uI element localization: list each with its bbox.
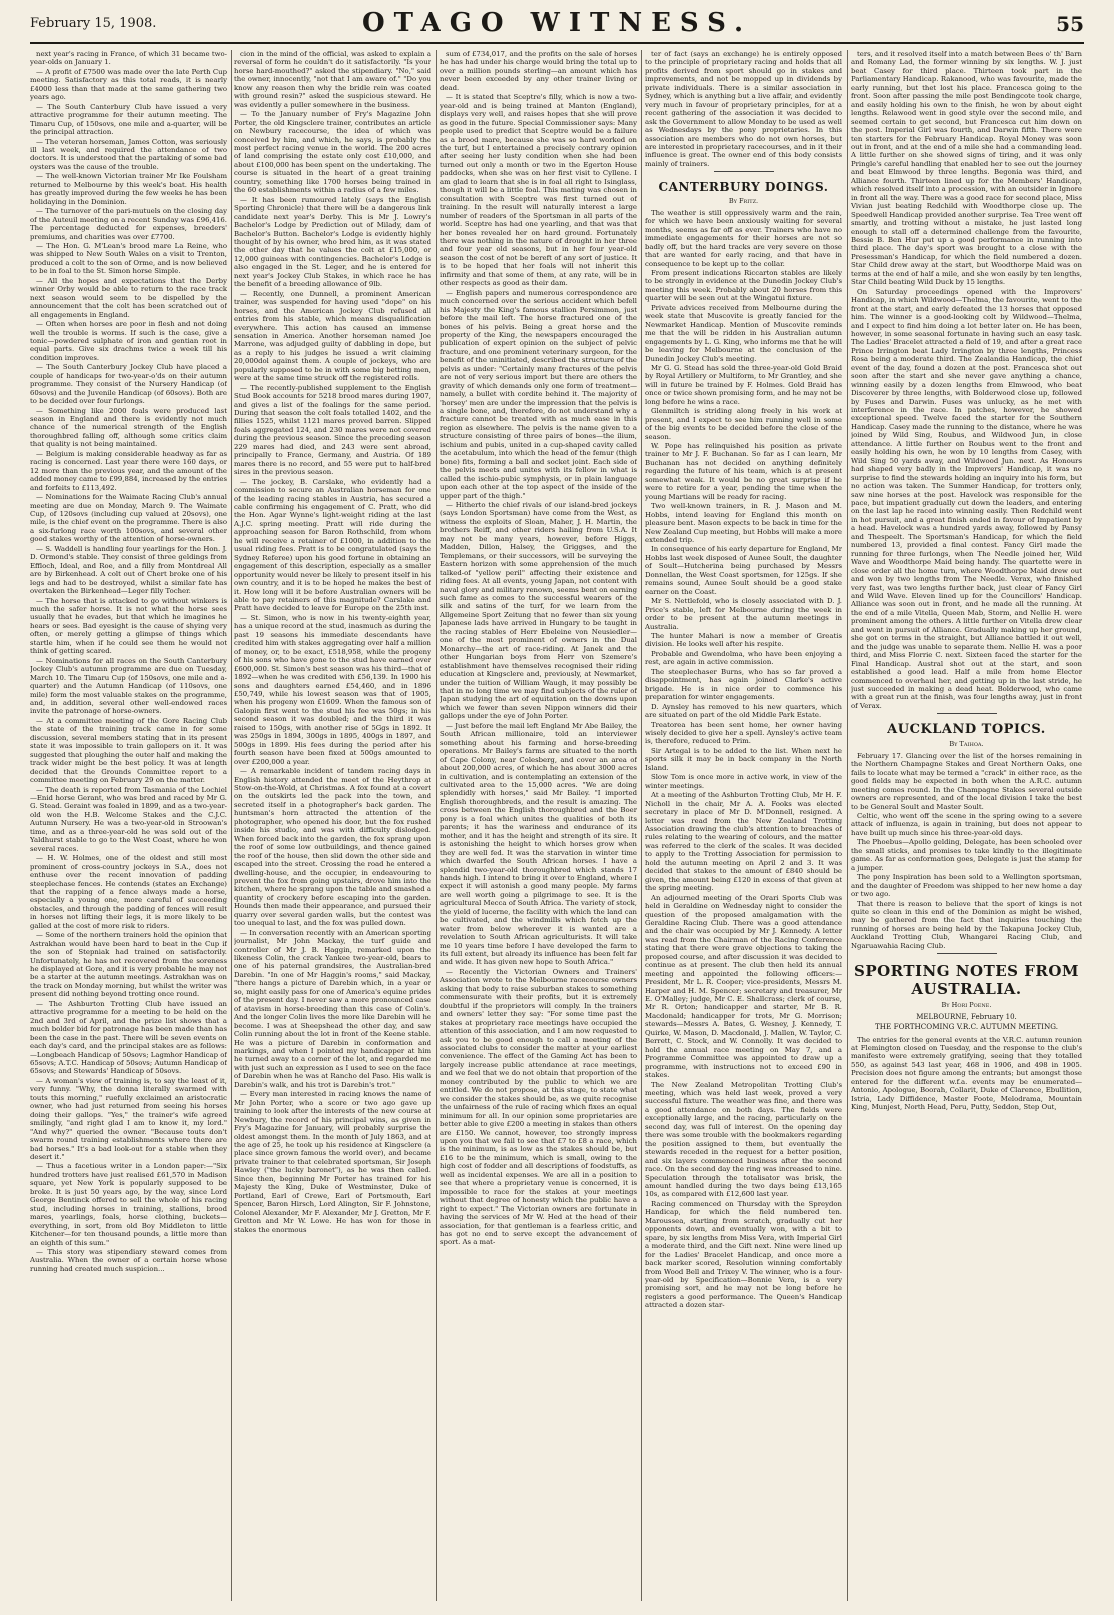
dateline-melbourne: MELBOURNE, February 10.: [916, 1012, 1017, 1021]
column-1: [30, 50, 227, 1601]
article-paragraph: — The recently-published supplement to the English Stud Book accounts for 5218 brood mares during 1907, and gives a list of the foalings for the same period. During that season the colt foals totalled 1402, and the fillies 1525, whilst 1121 mares proved barren. Slipped foals aggregated 124, and 230 mares were not covered during the previous season. Since the preceding season 229 mares had died, and 243 were sent abroad, principally to France, Germany, and Austria. Of 189 mares there is no record, and 55 were put to half-bred sires in the previous season.: [234, 383, 431, 477]
column-divider: [641, 50, 642, 1601]
article-paragraph: February 17. Glancing over the list of the horses remaining in the Northern Champagne Stakes and Great Northern Oaks, one fails to locate what may be termed a "crack" in either race, as the good fields may be expected in both when the A.R.C. autumn meeting comes round. In the Champagne Stakes several outside owners are represented, and of the local division I take the best to be General Soult and Master Soult.: [851, 751, 1082, 811]
article-paragraph: D. Aynsley has removed to his new quarters, which are situated on part of the old Middle Park Estate.: [645, 702, 842, 720]
article-paragraph: ter of fact (says an exchange) he is entirely opposed to the principle of proprietary racing and holds that all profits derived from sport should go in stakes and improvements, and not be mopped up in dividends by private individuals. There is a similar association in Sydney, which is anything but a live affair, and evidently very much in favour of proprietary principles, for at a recent gathering of the association it was decided to ask the Government to allow Monday to be used as well as Wednesdays by the pony proprietaries. In this association are members who do not own horses, but are interested in proprietary racecourses, and in it their influence is great. The owner end of this body consists mainly of trainers.: [645, 50, 842, 168]
article-paragraph: — Nominations for all races on the South Canterbury Jockey Club's autumn programme are due on Tuesday, March 10. The Timaru Cup (of 150sovs, one mile and a-quarter) and the Autumn Handicap (of 110sovs, one mile) form the most valuable stakes on the programme, and, in addition, several other well-endowed races invite the patronage of horse-owners.: [30, 656, 227, 716]
column-4-top-paragraphs: [645, 50, 842, 168]
article-paragraph: Treatorea has been sent home, her owner having wisely decided to give her a spell. Aynsley's active team is, therefore, reduced to Prim.: [645, 720, 842, 746]
article-paragraph: The weather is still oppressively warm and the rain, for which we have been anxiously waiting for several months, seems as far off as ever. Trainers who have no immediate engagements for their horses are not so badly off, but the hard tracks are very severe on those that are wanted for early racing, and that have in consequence to be kept up to the collar.: [645, 208, 842, 268]
article-paragraph: — Some of the northern trainers hold the opinion that Astrakhan would have been hard to beat in the Cup if the son of Stepniak had trained on satisfactorily. Unfortunately, he has not recovered from the soreness he displayed at Gore, and it is very probable he may not be a starter at the autumn meetings. Astrakhan was on the track on Monday morning, but whilst the writer was present did nothing beyond trotting once round.: [30, 931, 227, 999]
article-paragraph: — The horse that is attacked to go without winkers is much the safer horse. It is not what the horse sees usually that he evades, but that which he imagines he hears or sees. Bad eyesight is the cause of shying very often, or merely getting a glimpse of things which startle him, when if he could see them he would not think of getting scared.: [30, 596, 227, 656]
article-paragraph: From present indications Riccarton stables are likely to be strongly in evidence at the Dunedin Jockey Club's meeting this week. Probably about 20 horses from this quarter will be seen out at the Wingatui fixture.: [645, 268, 842, 303]
article-paragraph: sum of £734,017, and the profits on the sale of horses he has had under his charge would bring the total up to over a million pounds sterling—an amount which has never been exceeded by any other trainer living or dead.: [440, 50, 637, 92]
subhead-vrc-autumn-meeting: THE FORTHCOMING V.R.C. AUTUMN MEETING.: [874, 1022, 1059, 1032]
article-paragraph: — In conversation recently with an American sporting journalist, Mr John Mackay, the turf guide and controller of Mr J. B. Haggin, remarked upon the likeness Colin, the crack Yankee two-year-old, bears to one of his paternal grandsires, the Australian-bred Darebin. "In one of Mr Haggin's rooms," said Mackay, "there hangs a picture of Darebin which, in a year or so, might easily pass for one of America's equine prides of the present day. I never saw a more pronounced case of atavism in horse-breeding than this case of Colin's. And the longer Colin lives the more like Darebin will he become. I was at Sheepshead the other day, and saw Colin running about the lot in front of the Keene stable. He was a picture of Darebin in conformation and markings, and when I pointed my handicapper at him he turned away to a corner of the lot, and regarded me with just such an expression as I used to see on the face of Darebin when he was at Rancho del Paso. His walk is Darebin's walk, and his trot is Darebin's trot.": [234, 928, 431, 1089]
article-paragraph: Sir Artegal is to be added to the list. When next he sports silk it may be in back company in the North Island.: [645, 746, 842, 772]
section-rule: [937, 713, 997, 714]
column-3: [440, 50, 637, 1601]
column-5-top-paragraphs: [851, 50, 1082, 710]
column-2: [234, 50, 431, 1601]
newspaper-title: OTAGO WITNESS.: [361, 8, 753, 38]
article-paragraph: — The South Canterbury Jockey Club have placed a couple of handicaps for two-year-o'ds on their autumn programme. They consist of the Nursery Handicap (of 60sovs) and the Juvenile Handicap (of 60sovs). Both are to be decided over four furlongs.: [30, 363, 227, 406]
article-paragraph: In consequence of his early departure for England, Mr Hobbs last week disposed of Aunee Soult, the daughter of Soult—Hutcherina being purchased by Messrs Donnellan, the West Coast sportsmen, for 125gs. If she remains sound, Aunee Soult should be a good stake earner on the Coast.: [645, 545, 842, 596]
article-paragraph: — The South Canterbury Club have issued a very attractive programme for their autumn meeting. The Timaru Cup, of 150sovs, one mile and a-quarter, will be the principal attraction.: [30, 102, 227, 137]
article-paragraph: Racing commenced on Thursday with the Spreydon Handicap, for which the field numbered ten. Maroussea, starting from scratch, gradually cut her opponents down, and eventually won, with a bit to spare, by six lengths from Miss Vera, with Imperial Girl a moderate third, and the Gift next. Nine were lined up for the Ladies' Bracelet Handicap, and once more a back marker scored, Resolution winning comfortably from Wood Bell and Trixey V. The winner, who is a four-year-old by Specification—Bonnie Vera, is a very promising sort, and he may not be long before he registers a good performance. The Queen's Handicap attracted a dozen star-: [645, 1199, 842, 1310]
article-paragraph: — This story was stipendiary steward comes from Australia. When the owner of a certain horse whose running had created much suspicion...: [30, 1247, 227, 1273]
article-paragraph: — The well-known Victorian trainer Mr Ike Foulsham returned to Melbourne by this week's boat. His health has greatly improved during the few weeks he has been holidaying in the Dominion.: [30, 172, 227, 206]
article-paragraph: — The turnover of the pari-mutuels on the closing day of the Auteuil meeting on a recent Sunday was £96,416. The percentage deducted for expenses, breeders' premiums, and charities was over £7700.: [30, 207, 227, 241]
column-divider: [231, 50, 232, 1601]
article-paragraph: — Nominations for the Waimate Racing Club's annual meeting are due on Monday, March 9. The Waimate Cup, of 120sovs (including cup valued at 20sovs), one mile, is the chief event on the programme. There is also a six-furlong race worth 100sovs, and several other good stakes worthy of the attention of horse-owners.: [30, 493, 227, 544]
article-paragraph: — Recently the Victorian Owners and Trainers' Association wrote to the Melbourne racecourse owners asking that body to raise suburban stakes to something commensurate with their profits, but it is extremely doubtful if the proprietors will comply. In the trainers and owners' letter they say: "For some time past the stakes at proprietary race meetings have occupied the attention of this association, and I am now requested to ask you to be good enough to call a meeting of the associated clubs to consider the matter at your earliest convenience. The effect of the Gaming Act has been to largely increase public attendance at race meetings, and we feel that we do not obtain that proportion of the money contributed by the public to which we are entitled. We do not propose, at this stage, to state what we consider the stakes should be, as we quite recognise the unfairness of the rule of racing which fixes an equal minimum for all. In our opinion some proprietaries are better able to give £200 a meeting in stakes than others are £150. We cannot, however, too strongly impress upon you that we fail to see that £7 to £8 a race, which is the minimum, is as low as the stakes should be, but £16 to be the minimum, which is small, owing to the high cost of fodder and all descriptions of foodstuffs, as well as incidental expenses. We are all in a position to see that where a proprietary venue is concerned, it is impossible to race for the stakes at your meetings without that degree of honesty which the public have a right to expect." The Victorian owners are fortunate in having the services of Mr W. Hed at the head of their association, for that gentleman is a fearless critic, and has got no end to serve except the advancement of sport. As a mat-: [440, 967, 637, 1247]
masthead-rule: [30, 42, 1084, 44]
article-paragraph: The entries for the general events at the V.R.C. autumn reunion at Flemington closed on Tuesday, and the response to the club's manifesto were extremely gratifying, seeing that they totalled 550, as against 543 last year, 468 in 1906, and 498 in 1905. Precision does not figure among the entrants; but amongst those entered for the different w.f.a. events may be enumerated—Antonio, Apologue, Boorah, Collarit, Duke of Clarence, Ebullition, Istria, Lady Diffidence, Master Foote, Melodrama, Mountain King, Munjest, North Head, Peru, Putty, Seddon, Step Out,: [851, 1035, 1082, 1112]
article-paragraph: — H. W. Holmes, one of the oldest and still most prominent of cross-country jockeys in S.A., does not enthuse over the recent innovation of padding steeplechase fences. He contends (states an Exchange) that the rapping of a fence always made a horse, especially a young one, more careful of succeeding obstacles, and through the padding of fences will result in horses not lifting their legs, it is more likely to be galled at the cost of more risk to riders.: [30, 854, 227, 930]
article-paragraph: — Often when horses are poor in flesh and not doing well the trouble is worms. If such is the case, give a tonic—powdered sulphate of iron and gentian root in equal parts. Give six drachms twice a week till his condition improves.: [30, 320, 227, 362]
section-rule: [937, 953, 997, 954]
article-paragraph: The steeplechaser Burns, who has so far proved a disappointment, has again joined Clarke's active brigade. He is in nice order to commence his preparation for winter engagements.: [645, 667, 842, 702]
section-title-canterbury-doings: CANTERBURY DOINGS.: [658, 180, 829, 195]
column-1-paragraphs: [30, 50, 227, 1273]
column-3-paragraphs: [440, 50, 637, 1247]
article-paragraph: Mr S. Nettlefold, who is closely associated with D. J. Price's stable, left for Melbourne during the week in order to be present at the autumn meetings in Australia.: [645, 597, 842, 631]
article-paragraph: The Phoebus—Apollo gelding, Delegate, has been schooled over the small sticks, and promises to take kindly to the illegitimate game. As far as conformation goes, Delegate is just the stamp for a jumper.: [851, 838, 1082, 872]
article-paragraph: — The death is reported from Tasmania of the Lochiel—Enid horse Gerant, who was bred and raced by Mr G. G. Stead. Geraint was foaled in 1899, and as a two-year-old won the H.B. Welcome Stakes and the C.J.C. Autumn Nursery. He was a two-year-old in Stroowan's time, and as a three-year-old he was sold out of the Yaldhurst stable to go to the West Coast, where he won several races.: [30, 785, 227, 853]
article-paragraph: — The jockey, B. Carslake, who evidently had a commission to secure an Australian horseman for one of the leading racing stables in Austria, has secured a cable confirming his engagement of C. Pratt, who did the Hon. Agar Wynne's light-weight riding at the last A.J.C. spring meeting. Pratt will ride during the approaching season for Baron Rothschild, from whom he will receive a retainer of £1000, in addition to the usual riding fees. Pratt is to be congratulated (says the Sydney Referee) upon his good fortune in obtaining an engagement of this description, especially as a smaller opportunity would never be likely to present itself in his own country, and it is to be hoped he makes the best of it. How long will it be before Australian owners will be able to pay retainers of this magnitude? Carslake and Pratt have decided to leave for Europe on the 25th inst.: [234, 477, 431, 613]
article-paragraph: — It is stated that Sceptre's filly, which is now a two-year-old and is being trained at Manton (England), displays very well, and raises hopes that she will prove as good in the future. Special Commissioner says: Many people used to predict that Sceptre would be a failure as a brood mare, because she was so hard worked on the turf, but I entertained a precisely contrary opinion after seeing her lusty condition when she had been turned out only a month or two in the Egerton House paddocks, when she was on her first visit to Cyllene. I am glad to learn that she is in foal all right to Isinglass, though it will be a little foal. This mating was chosen in consultation with Sceptre was first turned out of training. In the result will naturally interest a large number of readers of the Sportsman in all parts of the world. Sceptre has had one yearling, and that was that her bones revealed her on hard ground. Fortunately there was nothing in the nature of drought in her three and four year old seasons, but in her four year-old season the cost of not be bereft of any sort of justice. It is to be hoped that her foals will not inherit this infirmity and that some of them, at any rate, will be in other respects as good as their dam.: [440, 93, 637, 288]
article-paragraph: — It has been rumoured lately (says the English Sporting Chronicle) that there will be a dangerous link candidate next year's Derby. This is Mr J. Lowry's Bachelor's Lodge by Prediction out of Milady, dam of Bachelor's Button. Bachelor's Lodge is evidently highly thought of by his owner, who bred him, as it was stated the other day that he values the colt at £15,000, or 12,000 guineas with contingencies. Bachelor's Lodge is also engaged in the St. Leger, and he is entered for next year's Jockey Club Stakes, in which race he has the benefit of a breeding allowance of 9lb.: [234, 195, 431, 289]
column-5: [851, 50, 1082, 1601]
article-paragraph: — A remarkable incident of tandem racing days in English history attended the meet of the Heythrop at Stow-on-the-Wold, at Christmas. A fox found at a covert on the outskirts led the pack into the town, and secreted itself in a photographer's back garden. The huntsman's horn attracted the attention of the photographer, who opened his door, but the fox rushed inside his studio, and was with difficulty dislodged. When forced back into the garden, the fox sprang upon the roof of some low outbuildings, and thence gained the roof of the house, then slid down the other side and escaped into the street. Crossing the road he entered a dwelling-house, and the occupier, in endeavouring to prevent the fox from going upstairs, drove him into the kitchen, where he sprang upon the table and smashed a quantity of crockery before escaping into the garden. Hounds then made their appearance, and pursued their quarry over several garden walls, but the contest was too unequal to last, and the fox was pulled down.: [234, 767, 431, 928]
article-paragraph: cion in the mind of the official, was asked to explain a reversal of form he couldn't do it satisfactorily. "Is your horse hard-mouthed?" asked the stipendiary. "No," said the owner, innocently, "not that I am aware of." "Do you know any reason then why the bridle rein was coated with ground resin?" asked the suspicious steward. He was evidently a puller somewhere in the business.: [234, 50, 431, 109]
sporting-notes-paragraphs: [851, 1036, 1082, 1112]
article-paragraph: — All the hopes and expectations that the Derby winner Orby would be able to return to the race track next season would seem to be dispelled by the announcement that the colt has been scratched out of all engagements in England.: [30, 276, 227, 319]
article-paragraph: The pony Inspiration has been sold to a Wellington sportsman, and the daughter of Freedom was shipped to her new home a day or two ago.: [851, 873, 1082, 899]
article-paragraph: An adjourned meeting of the Orari Sports Club was held in Geraldine on Wednesday night to consider the question of the proposed amalgamation with the Geraldine Racing Club. There was a good attendance and the chair was occupied by Mr J. Kennedy. A letter was read from the Chairman of the Racing Conference stating that there were grave objections to taking the proposed course, and after discussion it was decided to continue as at present. The club then held its annual meeting and appointed the following officers:—President, Mr L. R. Cooper; vice-presidents, Messrs M. Harper and H. M. Spencer; secretary and treasurer, Mr E. O'Malley; judge, Mr C. E. Shallcrass; clerk of course, Mr R. Orton; handicapper and starter, Mr B. R. Macdonald; handicapper for trots, Mr G. Morrison; stewards—Messrs A. Bates, G. Wesney, J. Kennedy, T. Quirke, W. Mason, D. Macdonald, J. Mallen, W. Taylor, C. Berrett, C. Stock, and W. Connolly. It was decided to hold the annual race meeting on May 7, and a Programme Committee was appointed to draw up a programme, with instructions not to exceed £90 in stakes.: [645, 893, 842, 1080]
article-paragraph: — The Ashburton Trotting Club have issued an attractive programme for a meeting to be held on the 2nd and 3rd of April, and the prize list shows that a much bolder bid for patronage has been made than has been the case in the past. There will be seven events on each day's card, and the principal stakes are as follows:—Longbeach Handicap of 50sovs; Lagmhor Handicap of 65sovs; A.T.C. Handicap of 50sovs; Autumn Handicap of 65sovs; and Stewards' Handicap of 50sovs.: [30, 999, 227, 1076]
article-paragraph: W. Pope has relinquished his position as private trainer to Mr J. F. Buchanan. So far as I can learn, Mr Buchanan has not decided on anything definitely regarding the future of his team, which is at present somewhat weak. It would be no great surprise if he were to retire for a year, pending the time when the young Martians will be ready for racing.: [645, 442, 842, 501]
article-paragraph: — A woman's view of training is, to say the least of it, very funny. "Why, the donna literally swarmed with touts this morning," ruefully exclaimed an aristocratic owner, who had just returned from seeing his horses doing their gallops. "Yes," the trainer's wife agreed smilingly, "and right glad I am to know it, my lord." "And why?" queried the owner. "Because touts don't swarm round training establishments where there are bad horses." It's a bad look-out for a stable when they desert it.": [30, 1076, 227, 1161]
section-rule: [714, 171, 774, 172]
article-paragraph: — The veteran horseman, James Cotton, was seriously ill last week, and required the attendance of two doctors. It is understood that the partaking of some bad oysters was the cause of the trouble.: [30, 137, 227, 171]
article-paragraph: — Something like 2000 foals were produced last season in England and there is evidently not much chance of the numerical strength of the English thoroughbred falling off, although some critics claim that quality is not being maintained.: [30, 406, 227, 449]
byline-sporting-notes: By Hori Poene.: [941, 1001, 992, 1010]
page-number: 55: [1056, 12, 1084, 36]
article-paragraph: — Just before the mail left England Mr Abe Bailey, the South African millionaire, told an interviewer something about his farming and horse-breeding operations. Mr Bailey's farms are situated to the north of Cape Colony, near Colesberg, and cover an area of about 200,000 acres, of which he has about 3000 acres in cultivation, and is contemplating an extension of the cultivated area to the 15,000 acres. "We are doing splendidly with horses," said Mr Bailey. "I imported English thoroughbreds, and the result is amazing. The cross between the English thoroughbred and the Boer pony is a foal which unites the qualities of both its parents; it has the wariness and endurance of its mother, and it has the height and strength of its sire. It is astonishing the height to which horses grow when they are well fed. It was the starvation in winter time which dwarfed the South African horses. I have a splendid two-year-old thoroughbred which stands 17 hands high. I intend to bring it over to England, where I expect it will astonish a good many people. My farms are well worth going a pilgrimage to see. It is the agricultural Mecca of South Africa. The variety of stock, the yield of lucerne, the facility with which the land can be cultivated, and the windmills which fetch up the water from below wherever it is wanted are a revelation to South African agriculturists. It will take me 10 years time before I have developed the farm to its full extent, but already its influence has been felt far and wide. It has given new hope to South Africa.": [440, 721, 637, 967]
column-divider: [436, 50, 437, 1601]
auckland-topics-paragraphs: [851, 752, 1082, 950]
byline-canterbury: By Fritz.: [728, 197, 759, 206]
article-paragraph: Glenmiltch is striding along freely in his work at present, and I expect to see him running well in some of the big events to be decided before the close of the season.: [645, 407, 842, 441]
article-paragraph: — The Hon. G. M'Lean's brood mare La Reine, who was shipped to New South Wales on a visit to Trenton, produced a colt to the son of Orme, and is now believed to be in foal to the St. Simon horse Simple.: [30, 241, 227, 276]
article-paragraph: On Saturday proceedings opened with the Improvers' Handicap, in which Wildwood—Thelma, the favourite, went to the front at the start, and early defeated the 13 horses that opposed him. The winner is a good-looking colt by Wildwood—Thelma, and I expect to find him doing a lot better later on. He has been, however, in some seasonal fortunate in having such an easy task. The Ladies' Bracelet attracted a field of 19, and after a great race Prince Irrington beat Lady Irrington by three lengths, Princess Rosa being a moderate third. The Zealandia Handicap, the chief event of the day, found a dozen at the post. Francesca shot out soon after the start and she never gave anything a chance, winning easily by a dozen lengths from Elmwood, who beat Discoverer by three lengths, with Bolderwood close up, followed by Fuses and Darwin. Fuses was unlucky, as he met with interference in the race. In patches, however, he showed exceptional speed. Twelve faced the starter for the Southern Handicap. Casey made the running to the distance, where he was joined by Wild Sing, Roubus, and Wildwood Jun, in close attendance. A little further on Roubus went to the front and easily holding his own, he won by 10 lengths from Casey, with Wild Sing 50 yards away, and Wildwood Jun. next. As Honours had shaped very badly in the Improvers' Handicap, it was no surprise to find the stewards holding an inquiry into his form, but no action was taken. The Summer Handicap, for trotters only, saw nine horses at the post. Havelock was responsible for the pace, but impatient gradually cut down the leaders, and entering on the last lap he raced into winning easily. Then Redchild went in hot pursuit, and a great finish ended in favour of Impatient by a head. Havelock was a hundred yards away, followed by Pansy and Thespeelt. The Sportsman's Handicap, for which the field numbered 13, provided a final contest. Fancy Girl made the running for three furlongs, when The Needle joined her, Wild Wave and Woodthorpe Maid being handy. The quartette were in close order all the home turn, where Woodthorpe Maid drew out and won by two lengths from The Needle. Verax, who finished very fast, was two lengths further back, just clear of Fancy Girl and Wild Wave. Eleven lined up for the Councillors' Handicap. Alliance was soon out in front, and he made all the running. At the end of a mile Vitella, Queen Mab, Storm, and Nellie H. were prominent among the others. A little further on Vitella drew clear and went in pursuit of Alliance. Gradually making up her ground, she got on terms in the straight, but Alliance battled it out well, and the judge was unable to separate them. Nellie H. was a poor third, and Miss Florrie C. next. Sixteen faced the starter for the Final Handicap. Austral shot out at the start, and soon established a good lead. Half a mile from home Elector commenced to overhaul her, and getting up in the last stride, he just succeeded in making a dead heat. Bolderwood, who came with a great run at the finish, was four lengths away, just in front of Verax.: [851, 287, 1082, 710]
article-paragraph: At a meeting of the Ashburton Trotting Club, Mr H. F. Nicholl in the chair, Mr A. A. Fooks was elected secretary in place of Mr D. M'Donnell, resigned. A letter was read from the New Zealand Trotting Association drawing the club's attention to breaches of rules relating to the wearing of colours, and the matter was referred to the clerk of the scales. It was decided to apply to the Trotting Association for permission to hold the autumn meeting on April 2 and 3. It was decided that stakes to the amount of £840 should be given, the amount being £120 in excess of that given at the spring meeting.: [645, 791, 842, 893]
masthead: [30, 8, 1084, 38]
article-paragraph: Probable and Gwendolma, who have been enjoying a rest, are again in active commission.: [645, 649, 842, 667]
article-paragraph: next year's racing in France, of which 31 became two-year-olds on January 1.: [30, 50, 227, 67]
article-paragraph: Private advices received from Melbourne during the week state that Muscovite is greatly fancied for the Newmarket Handicap. Mention of Muscovite reminds me that the will be ridden in his Australian autumn engagements by L. G. King, who informs me that he will be leaving for Melbourne at the conclusion of the Dunedin Jockey Club's meeting.: [645, 303, 842, 363]
canterbury-doings-paragraphs: [645, 209, 842, 1310]
column-4: [645, 50, 842, 1601]
article-paragraph: Slow Tom is once more in active work, in view of the winter meetings.: [645, 773, 842, 790]
article-paragraph: — Thus a facetious writer in a London paper:—"Six hundred trotters have just realised £61,570 in Madison square, yet New York is popularly supposed to be broke. It is just 50 years ago, by the way, since Lord George Bentinck offered to sell the whole of his racing stud, including horses in training, stallions, brood mares, yearlings, foals, horse clothing, buckets—everything, in sort, from old Boy Middleton to little Kitchener—for ten thousand pounds, a little more than an eighth of this sum.": [30, 1162, 227, 1247]
article-paragraph: — Every man interested in racing knows the name of Mr John Porter, who a score or two ago gave up training to look after the interests of the new course at Newbury, the record of his principal wins, as given in Fry's Magazine for January, will probably surprise the oldest amongst them. In the month of July 1863, and at the age of 25, he took up his residence at Kingsclere (a place since grown famous the world over), and became private trainer to that celebrated sportsman, Sir Joseph Hawley ("the lucky baronet"), as he was then called. Since then, beginning Mr Porter has trained for his Majesty the King, Duke of Westminster, Duke of Portland, Earl of Crewe, Earl of Portsmouth, Earl Spencer, Baron Hirsch, Lord Alington, Sir F. Johnstone, Colonel Alexander, Mr F. Alexander, Mr J. Gretton, Mr F. Gretton and Mr W. Lowe. He has won for those in stakes the enormous: [234, 1090, 431, 1234]
article-paragraph: Mr G. G. Stead has sold the three-year-old Gold Braid by Royal Artillery or Multiform, to Mr Grantley, and she will in future be trained by F. Holmes. Gold Braid has once or twice shown promising form, and he may not be long before he wins a race.: [645, 363, 842, 406]
section-title-auckland-topics: AUCKLAND TOPICS.: [887, 722, 1046, 738]
article-paragraph: The New Zealand Metropolitan Trotting Club's meeting, which was held last week, proved a very successful fixture. The weather was fine, and there was a good attendance on both days. The fields were exceptionally large, and the racing, particularly on the second day, was full of interest. On the opening day there was some trouble with the bookmakers regarding the position assigned to them, but eventually the stewards receded in the request for a better position, and six layers commenced business after the second race. On the second day the ring was increased to nine. Speculation through the totalisator was brisk, the amount handled during the two days being £13,165 10s, as compared with £12,600 last year.: [645, 1080, 842, 1199]
article-paragraph: — St. Simon, who is now in his twenty-eighth year, has a unique record at the stud, inasmuch as during the past 19 seasons his immediate descendants have credited him with stakes aggregating over half a million of money, or, to be exact, £518,958, while the progeny of his sons who have gone to the stud have earned over £600,000. St. Simon's best season was his third—that of 1892—when he was credited with £56,139. In 1900 his sons and daughters earned £54,460, and in 1896 £50,749, while his lowest season was that of 1905, when his progeny won £1609. When the famous son of Galopin first went to the stud his fee was 50gs; in his second season it was doubled; and the third it was raised to 150gs, with another rise of 5Ggs in 1892. It was 250gs in 1894, 300gs in 1895, 400gs in 1897, and 500gs in 1899. His fees during the period after his fourth season have been fixed at 500gs amounted to over £200,000 a year.: [234, 613, 431, 766]
article-paragraph: Celtic, who went off the scene in the spring owing to a severe attack of influenza, is again in training, but does not appear to have built up much since his three-year-old days.: [851, 811, 1082, 837]
article-paragraph: That there is reason to believe that the sport of kings is not quite so clean in this end of the Dominion as might be wished, may be gathered from the fact that inquiries touching the running of horses are being held by the Takapuna Jockey Club, Auckland Trotting Club, Whangarei Racing Club, and Ngaruawahia Racing Club.: [851, 899, 1082, 950]
article-paragraph: — Recently, one Dunnell, a prominent American trainer, was suspended for having used "dope" on his horses, and the American Jockey Club refused all entries from his stable, which means disqualification everywhere. This action has caused an immense sensation in America. Another horseman named Joe Marrone, was adjudged guilty of dabbling in dope, but as a reply to his judges he issued a writ claiming 20,000dol against them. A couple of jockeys, who are popularly supposed to be in with some big betting men, were at the same time struck off the registered rolls.: [234, 289, 431, 383]
article-paragraph: — S. Waddell is handling four yearlings for the Hon. J. D. Ormond's stable. They consist of three geldings from Effloch, Ideal, and Roe, and a filly from Montdreal All are by Birkenhead. A colt out of Chert broke one of his legs and had to be destroyed, whilst a similar fate has overtaken the Birkenhead—Leger filly Tocher.: [30, 544, 227, 596]
column-2-paragraphs: [234, 50, 431, 1234]
byline-auckland: By Taihoa.: [949, 740, 984, 749]
section-title-sporting-notes: SPORTING NOTES FROM AUSTRALIA.: [853, 962, 1079, 999]
article-paragraph: Two well-known trainers, in R. J. Mason and M. Hobbs, intend leaving for England this month on pleasure bent. Mason expects to be back in time for the New Zealand Cup meeting, but Hobbs will make a more extended trip.: [645, 502, 842, 545]
article-paragraph: ters, and it resolved itself into a match between Bees o' th' Barn and Romany Lad, the former winning by six lengths. W. J. just beat Casey for third place. Thirteen took part in the Parliamentary Handicap. Rakanood, who was favourite, made the early running, but thet lost his place. Francesca going to the front. Soon after passing the mile post Bendingcote took charge, and easily holding his own to the finish, he won by about eight lengths. Relawood went in good style over the second mile, and seemed certain to get second, but Francesca cut him down on the post. Imperial Girl was fourth, and Darwin fifth. There were ten starters for the February Handicap. Royal Money was soon out in front, and at the end of a mile she had a commanding lead. A little further on she showed signs of tiring, and it was only Pringle's careful handling that enabled her to see out the journey and beat Elmwood by three lengths. Begonia was third, and Alliance fourth. Thirteen lined up for the Members' Handicap, which resolved itself into a procession, with an outsider in Ignore in front all the way. There was a good race for second place, Miss Vivian just beating Redchild with Woodthorpe close up. The Speedwell Handicap provided another surprise. Tea Tree went off smartly, and trotting without a mistake, he just lasted long enough to stall off a determined challenge from the favourite, Bessie B. Ben Hur put up a good performance in running into third place. The day's sport was brought to a close with the Presessman's Handicap, for which the field numbered a dozen. Star Child drew away at the start, but Woodthorpe Maid was on terms at the end of half a mile, and she won easily by ten lengths, Star Child beating Wild Duck by 15 lengths.: [851, 50, 1082, 287]
article-paragraph: — Hitherto the chief rivals of our island-bred jockeys (says London Sportsman) have come from the West, as witness the exploits of Sloan, Maher, J. H. Martin, the brothers Reiff, and other riders hailing from U.S.A. It may not be many years, however, before Higgs, Madden, Dillon, Halsey, the Griggses, and the Templemans, or their successors, will be surveying the Eastern horizon with some apprehension of the much talked-of "yellow peril" affecting their existence and riding fees. At all events, young Japan, not content with naval glory and military renown, seems bent on earning such fame as comes to the successful wearers of the silk and satins of the turf, for we learn from the Allgemeine Sport Zeitung that no fewer than six young Japanese lads have arrived in Hungary to be taught in the racing stables of Herr Ebeleine von Neusiedler—one of the most prominent of owners in the Dual Monarchy—the art of race-riding. At Janek and the other Hungarian boys from Herr von Szemere's establishment have themselves recognised their riding education at Kingsclere and, previously, at Newmarket, under the tuition of William Waugh, it may possibly be that in no long time we may find subjects of the ruler of Japan studying the art of equitation on the downs upon which we fewer than seven Nippon winners did their gallops under the eye of John Porter.: [440, 501, 637, 721]
article-paragraph: — At a committee meeting of the Gore Racing Club the state of the training track came in for some discussion, several members stating that in its present state it was impossible to train gallopers on it. It was suggested that ploughing the outer half and making the track wider might be the best policy. It was at length decided that the Grounds Committee report to a committee meeting on February 29 on the matter.: [30, 716, 227, 785]
article-paragraph: — To the January number of Fry's Magazine John Porter, the old Kingsclere trainer, contributes an article on Newbury racecourse, the idea of which was conceived by him, and which, he says, is probably the most perfect racing venue in the world. The 200 acres of land comprising the estate only cost £10,000, and about £100,000 has been spent on the undertaking. The course is situated in the heart of a great training country, something like 1700 horses being trained in the 60 establishments within a radius of a few miles.: [234, 110, 431, 195]
issue-date: February 15, 1908.: [30, 16, 157, 31]
article-paragraph: — Belgium is making considerable headway as far as racing is concerned. Last year there were 160 days, or 12 more than the previous year, and the amount of the added money came to £99,884, increased by the entries and forfeits to £113,492.: [30, 449, 227, 492]
article-paragraph: — A profit of £7500 was made over the late Perth Cup meeting. Satisfactory as this total reads, it is nearly £4000 less than that made at the same gathering two years ago.: [30, 67, 227, 102]
article-paragraph: The hunter Mahari is now a member of Greatis division. He looks well after his respite.: [645, 632, 842, 649]
column-divider: [847, 50, 848, 1601]
article-paragraph: — English papers and numerous correspondence are much concerned over the serious accident which befell his Majesty the King's famous stallion Persimmon, just before the mail left. The horse fractured one of the bones of his pelvis. Being a great horse and the property of the King, the newspapers encouraged the publication of expert opinion on the subject of pelvic fracture, and one prominent veterinary surgeon, for the benefit of the uninitiated, described the structure of the pelvis as under: "Certainly many fractures of the pelvis are not of very serious import but there are others the gravity of which demands only one form of treatment—namely, a bullet with cordite behind it. The majority of 'horsey' men are under the impression that the pelvis is a single bone, and, therefore, do not understand why a fracture cannot be treated with as much ease in this region as elsewhere. The pelvis is the name given to a structure consisting of three pairs of bones—the ilium, ischium and pubis, united in a cup-shaped cavity called the acetabulum, into which the head of the femur (thigh bone) fits, forming a ball and socket joint. Each side of the pelvis meets and unites with its fellow in what is called the ischio-pubic symphysis, or in plain language upon each other at the top aspect of the inside of the upper part of the thigh.": [440, 288, 637, 500]
